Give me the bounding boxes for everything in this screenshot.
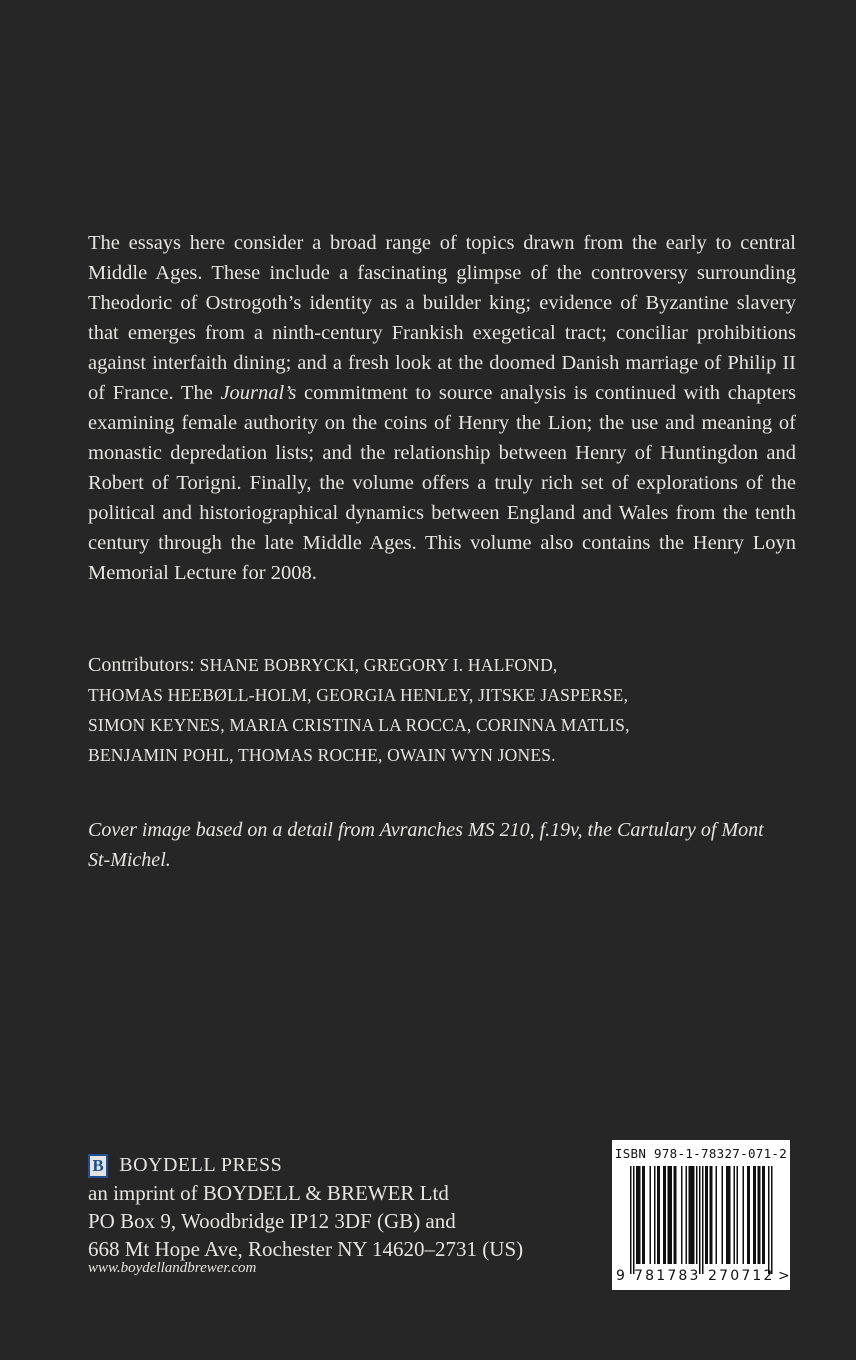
barcode-bar bbox=[753, 1166, 755, 1264]
boydell-logo-icon: B bbox=[88, 1154, 108, 1178]
barcode-bar bbox=[696, 1166, 698, 1264]
publisher-address-us: 668 Mt Hope Ave, Rochester NY 14620–2731 (US) bbox=[88, 1237, 524, 1261]
barcode-bar bbox=[693, 1166, 695, 1264]
barcode-bar bbox=[689, 1166, 691, 1264]
contributors-line-3: SIMON KEYNES, MARIA CRISTINA LA ROCCA, CORINNA MATLIS, bbox=[88, 715, 630, 735]
barcode-right-digits: 270712 bbox=[708, 1268, 775, 1284]
description-blurb bbox=[88, 228, 796, 588]
barcode-bar bbox=[636, 1166, 638, 1264]
blurb-part-2: commitment to source analysis is continued with chapters examining female authority on the coins of Henry the Lion; the use and meaning of monastic depredation lists; and the relationship between Henry of Huntingdon and Robert of Torigni. Finally, the volume offers a truly rich set of explorations of the political and historiographical dynamics between England and Wales from the tenth century through the late Middle Ages. This volume also contains the Henry Loyn Memorial Lecture for 2008. bbox=[88, 382, 796, 584]
publisher-imprint: an imprint of BOYDELL & BREWER Ltd bbox=[88, 1181, 449, 1205]
barcode-bar bbox=[749, 1166, 751, 1264]
barcode-bar bbox=[762, 1166, 764, 1264]
barcode-guard-bar bbox=[768, 1166, 770, 1274]
barcode-bar bbox=[663, 1166, 665, 1264]
barcode-guard-bar bbox=[771, 1166, 773, 1274]
barcode-bar bbox=[737, 1166, 739, 1264]
barcode-bar bbox=[747, 1166, 749, 1264]
cover-image-credit: Cover image based on a detail from Avranches MS 210, f.19v, the Cartulary of Mont St-Michel. bbox=[88, 819, 764, 871]
isbn-label: ISBN 978-1-78327-071-2 bbox=[614, 1146, 788, 1161]
barcode-bar bbox=[722, 1166, 724, 1264]
barcode-bar bbox=[659, 1166, 661, 1264]
barcode-bar bbox=[669, 1166, 671, 1264]
barcode-first-digit: 9 bbox=[616, 1268, 625, 1284]
barcode-bar bbox=[710, 1166, 712, 1264]
barcode-guard-bar bbox=[630, 1166, 632, 1274]
publisher-name: BOYDELL PRESS bbox=[119, 1154, 283, 1176]
barcode-guard-bar bbox=[633, 1166, 635, 1274]
barcode-bar bbox=[726, 1166, 728, 1264]
barcode-bar bbox=[705, 1166, 707, 1264]
contributors-label: Contributors: bbox=[88, 654, 200, 676]
barcode-bar bbox=[759, 1166, 761, 1264]
barcode-bar bbox=[638, 1166, 640, 1264]
barcode-bar bbox=[711, 1166, 713, 1264]
barcode-guard-bar bbox=[702, 1166, 704, 1274]
barcode-quiet-marker: > bbox=[778, 1268, 790, 1284]
barcode-bar bbox=[639, 1166, 641, 1264]
barcode-bar bbox=[758, 1166, 760, 1264]
barcode-bar bbox=[755, 1166, 757, 1264]
barcode-bar bbox=[642, 1166, 644, 1264]
blurb-part-1: The essays here consider a broad range of topics drawn from the early to central Middle Ages. These include a fascinating glimpse of the controversy surrounding Theodoric of Ostrogoth’s identity as a builder king; evidence of Byzantine slavery that emerges from a ninth-century Frankish exegetical tract; conciliar prohibitions against interfaith dining; and a fresh look at the doomed Danish marriage of Philip II of France. The bbox=[88, 232, 796, 404]
isbn-barcode bbox=[612, 1140, 790, 1290]
barcode-bar bbox=[671, 1166, 673, 1264]
barcode-bar bbox=[729, 1166, 731, 1264]
contributors-line-1: SHANE BOBRYCKI, GREGORY I. HALFOND, bbox=[199, 655, 558, 675]
barcode-bar bbox=[668, 1166, 670, 1264]
barcode-bar bbox=[644, 1166, 646, 1264]
barcode-bar bbox=[657, 1166, 659, 1264]
barcode-bar bbox=[716, 1166, 718, 1264]
barcode-bar bbox=[690, 1166, 692, 1264]
journal-italic: Journal’s bbox=[220, 382, 297, 404]
publisher-website: www.boydellandbrewer.com bbox=[88, 1260, 257, 1276]
contributors-line-2: THOMAS HEEBØLL-HOLM, GEORGIA HENLEY, JITSKE JASPERSE, bbox=[88, 685, 629, 705]
barcode-bar bbox=[665, 1166, 667, 1264]
publisher-address-gb: PO Box 9, Woodbridge IP12 3DF (GB) and bbox=[88, 1209, 456, 1233]
barcode-left-digits: 781783 bbox=[634, 1268, 701, 1284]
publisher-block bbox=[88, 1150, 608, 1263]
barcode-guard-bar bbox=[699, 1166, 701, 1274]
barcode-bar bbox=[734, 1166, 736, 1264]
barcode-bar bbox=[743, 1166, 745, 1264]
barcode-bar bbox=[674, 1166, 676, 1264]
barcode-bar bbox=[707, 1166, 709, 1264]
barcode-bar bbox=[764, 1166, 766, 1264]
contributors-list bbox=[88, 650, 788, 770]
barcode-bar bbox=[686, 1166, 688, 1264]
barcode-bar bbox=[681, 1166, 683, 1264]
barcode-bar bbox=[728, 1166, 730, 1264]
barcode-bar bbox=[692, 1166, 694, 1264]
barcode-bar bbox=[650, 1166, 652, 1264]
barcode-bar bbox=[675, 1166, 677, 1264]
publisher-heading bbox=[88, 1150, 608, 1179]
barcode-bar bbox=[654, 1166, 656, 1264]
contributors-line-4: BENJAMIN POHL, THOMAS ROCHE, OWAIN WYN JONES. bbox=[88, 745, 556, 765]
